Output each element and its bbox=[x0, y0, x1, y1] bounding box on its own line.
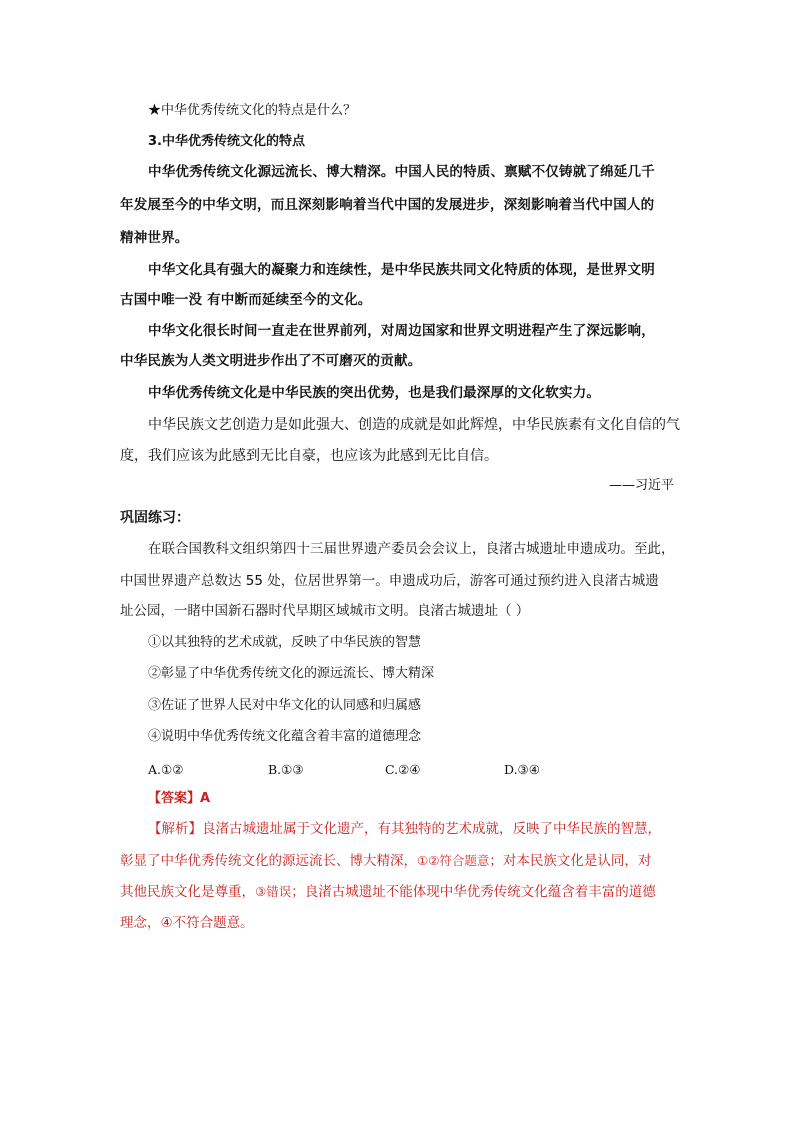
option-3: ③佐证了世界人民对中华文化的认同感和归属感 bbox=[148, 698, 422, 713]
paragraph-line: 精神世界。 bbox=[120, 230, 189, 246]
section-title: 3.中华优秀传统文化的特点 bbox=[148, 134, 305, 149]
analysis-text: 其他民族文化是尊重， bbox=[120, 884, 255, 900]
analysis-line bbox=[120, 886, 656, 900]
paragraph-line: 古国中唯一没 有中断而延续至今的文化。 bbox=[120, 292, 372, 308]
analysis-highlight: ③错误 bbox=[255, 884, 292, 899]
analysis-highlight: ①②符合题意 bbox=[417, 853, 490, 868]
analysis-text: ；对本民族文化是认同，对 bbox=[489, 853, 652, 869]
quote-line: 度，我们应该为此感到无比自豪，也应该为此感到无比自信。 bbox=[120, 448, 498, 464]
exercise-stem-line: 中国世界遗产总数达 55 处，位居世界第一。申遗成功后，游客可通过预约进入良渚古城遗 bbox=[120, 573, 659, 589]
exercise-stem-line: 址公园，一睹中国新石器时代早期区域城市文明。良渚古城遗址（ ） bbox=[120, 603, 530, 619]
paragraph-line: 年发展至今的中华文明，而且深刻影响着当代中国的发展进步，深刻影响着当代中国人的 bbox=[120, 197, 655, 213]
quote-line: 中华民族文艺创造力是如此强大、创造的成就是如此辉煌，中华民族素有文化自信的气 bbox=[148, 417, 680, 433]
answer-choices bbox=[148, 762, 628, 778]
paragraph-line: 中华文化很长时间一直走在世界前列，对周边国家和世界文明进程产生了深远影响， bbox=[148, 323, 655, 339]
analysis-line: 理念，④不符合题意。 bbox=[120, 915, 254, 931]
paragraph-line: 中华优秀传统文化是中华民族的突出优势，也是我们最深厚的文化软实力。 bbox=[148, 385, 601, 401]
choice-a: A.①② bbox=[148, 762, 184, 777]
analysis-text: ；良渚古城遗址不能体现中华优秀传统文化蕴含着丰富的道德 bbox=[291, 884, 656, 900]
analysis-line: 【解析】良渚古城遗址属于文化遗产，有其独特的艺术成就，反映了中华民族的智慧， bbox=[148, 821, 661, 837]
question-heading: ★中华优秀传统文化的特点是什么？ bbox=[148, 103, 357, 118]
analysis-line bbox=[120, 855, 651, 869]
practice-title: 巩固练习： bbox=[120, 510, 190, 526]
choice-c: C.②④ bbox=[385, 762, 421, 777]
exercise-stem-line: 在联合国教科文组织第四十三届世界遗产委员会会议上，良渚古城遗址申遗成功。至此， bbox=[148, 541, 675, 557]
option-2: ②彰显了中华优秀传统文化的源远流长、博大精深 bbox=[148, 666, 435, 681]
paragraph-line: 中华优秀传统文化源远流长、博大精深。中国人民的特质、禀赋不仅铸就了绵延几千 bbox=[148, 164, 655, 180]
option-4: ④说明中华优秀传统文化蕴含着丰富的道德理念 bbox=[148, 729, 422, 744]
option-1: ①以其独特的艺术成就，反映了中华民族的智慧 bbox=[148, 635, 422, 650]
choice-b: B.①③ bbox=[268, 762, 304, 777]
paragraph-line: 中华文化具有强大的凝聚力和连续性，是中华民族共同文化特质的体现，是世界文明 bbox=[148, 262, 655, 278]
choice-d: D.③④ bbox=[504, 762, 540, 777]
analysis-text: 彰显了中华优秀传统文化的源远流长、博大精深， bbox=[120, 853, 417, 869]
paragraph-line: 中华民族为人类文明进步作出了不可磨灭的贡献。 bbox=[120, 353, 422, 369]
quote-attribution: ——习近平 bbox=[608, 478, 674, 493]
answer-label: 【答案】A bbox=[148, 791, 211, 806]
